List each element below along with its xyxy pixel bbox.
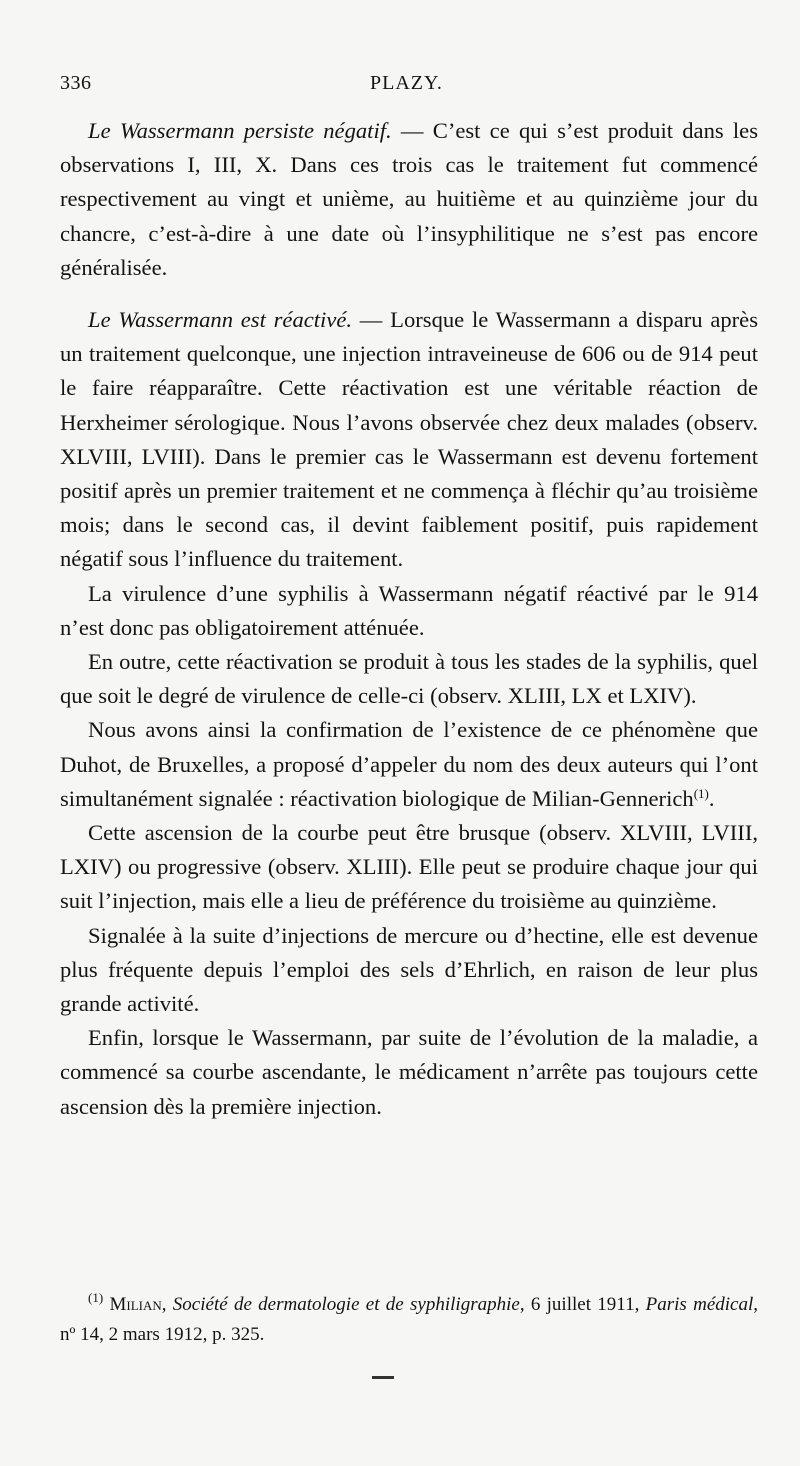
paragraph-wassermann-negatif: [60, 114, 758, 285]
footnote-separator: ,: [161, 1294, 173, 1315]
paragraph-heading: Le Wassermann persiste négatif.: [88, 118, 392, 143]
paragraph-heading: Le Wassermann est réactivé.: [88, 307, 353, 333]
paragraph-end: .: [708, 785, 715, 811]
footnote-author: Milian: [109, 1294, 162, 1315]
footnote-journal: Société de dermatologie et de syphiligraphie: [172, 1294, 520, 1315]
paragraph-text: Nous avons ainsi la confirmation de l’existence de ce phénomène que Duhot, de Bruxelles, a proposé d’appeler du nom des deux auteurs qui l’ont simultanément signalée : réactivation biologique de Milian-Gennerich: [60, 717, 758, 811]
footnote: [60, 1290, 758, 1350]
running-title: PLAZY.: [370, 72, 443, 94]
footnote-reference: (1): [693, 785, 709, 801]
paragraph-text: — Lorsque le Wassermann a disparu après un traitement quelconque, une injection intraveineuse de 606 ou de 914 peut le faire réapparaître. Cette réactivation est une véritable réaction de Herxheimer sérologique. Nous l’avons observée chez deux malades (observ. XLVIII, LVIII). Dans le premier cas le Wassermann est devenu fortement positif après un premier traitement et ne commença à fléchir qu’au troisième mois; dans le second cas, il devint faiblement positif, puis rapidement négatif sous l’influence du traitement.: [60, 307, 758, 572]
paragraph-wassermann-reactive: [60, 303, 758, 577]
paragraph-enfin: Enfin, lorsque le Wassermann, par suite de l’évolution de la maladie, a commencé sa courbe ascendante, le médicament n’arrête pas toujours cette ascension dès la première injection.: [60, 1025, 758, 1119]
end-mark: [372, 1376, 394, 1379]
footnote-journal: Paris médical: [645, 1294, 754, 1315]
paragraph-reactivation-stades: En outre, cette réactivation se produit à tous les stades de la syphilis, quel que soit le degré de virulence de celle-ci (observ. XLIII, LX et LXIV).: [60, 649, 758, 709]
footnote-text: [60, 1290, 758, 1350]
footnote-marker: (1): [88, 1290, 104, 1305]
paragraph-confirmation: [60, 713, 758, 816]
page-number: 336: [60, 72, 92, 94]
body-text: [60, 114, 758, 1124]
paragraph-text: — C’est ce qui s’est produit dans les observations I, III, X. Dans ces trois cas le traitement fut commencé respectivement au vingt et unième, au huitième et au quinzième jour du chancre, c’est-à-dire à une date où l’insyphilitique ne s’est pas encore généralisée.: [60, 118, 759, 280]
footnote-reference-details: , nº 14, 2 mars 1912, p. 325.: [60, 1294, 758, 1345]
footnote-date: , 6 juillet 1911,: [519, 1294, 646, 1315]
paragraph-virulence: La virulence d’une syphilis à Wassermann négatif réactivé par le 914 n’est donc pas obligatoirement atténuée.: [60, 580, 758, 640]
running-head: [60, 72, 760, 100]
paragraph-ascension: Cette ascension de la courbe peut être brusque (observ. XLVIII, LVIII, LXIV) ou progressive (observ. XLIII). Elle peut se produire chaque jour qui suit l’injection, mais elle a lieu de préférence du troisième au quinzième.: [60, 820, 758, 914]
paragraph-signalee: Signalée à la suite d’injections de mercure ou d’hectine, elle est devenue plus fréquente depuis l’emploi des sels d’Ehrlich, en raison de leur plus grande activité.: [60, 922, 758, 1017]
